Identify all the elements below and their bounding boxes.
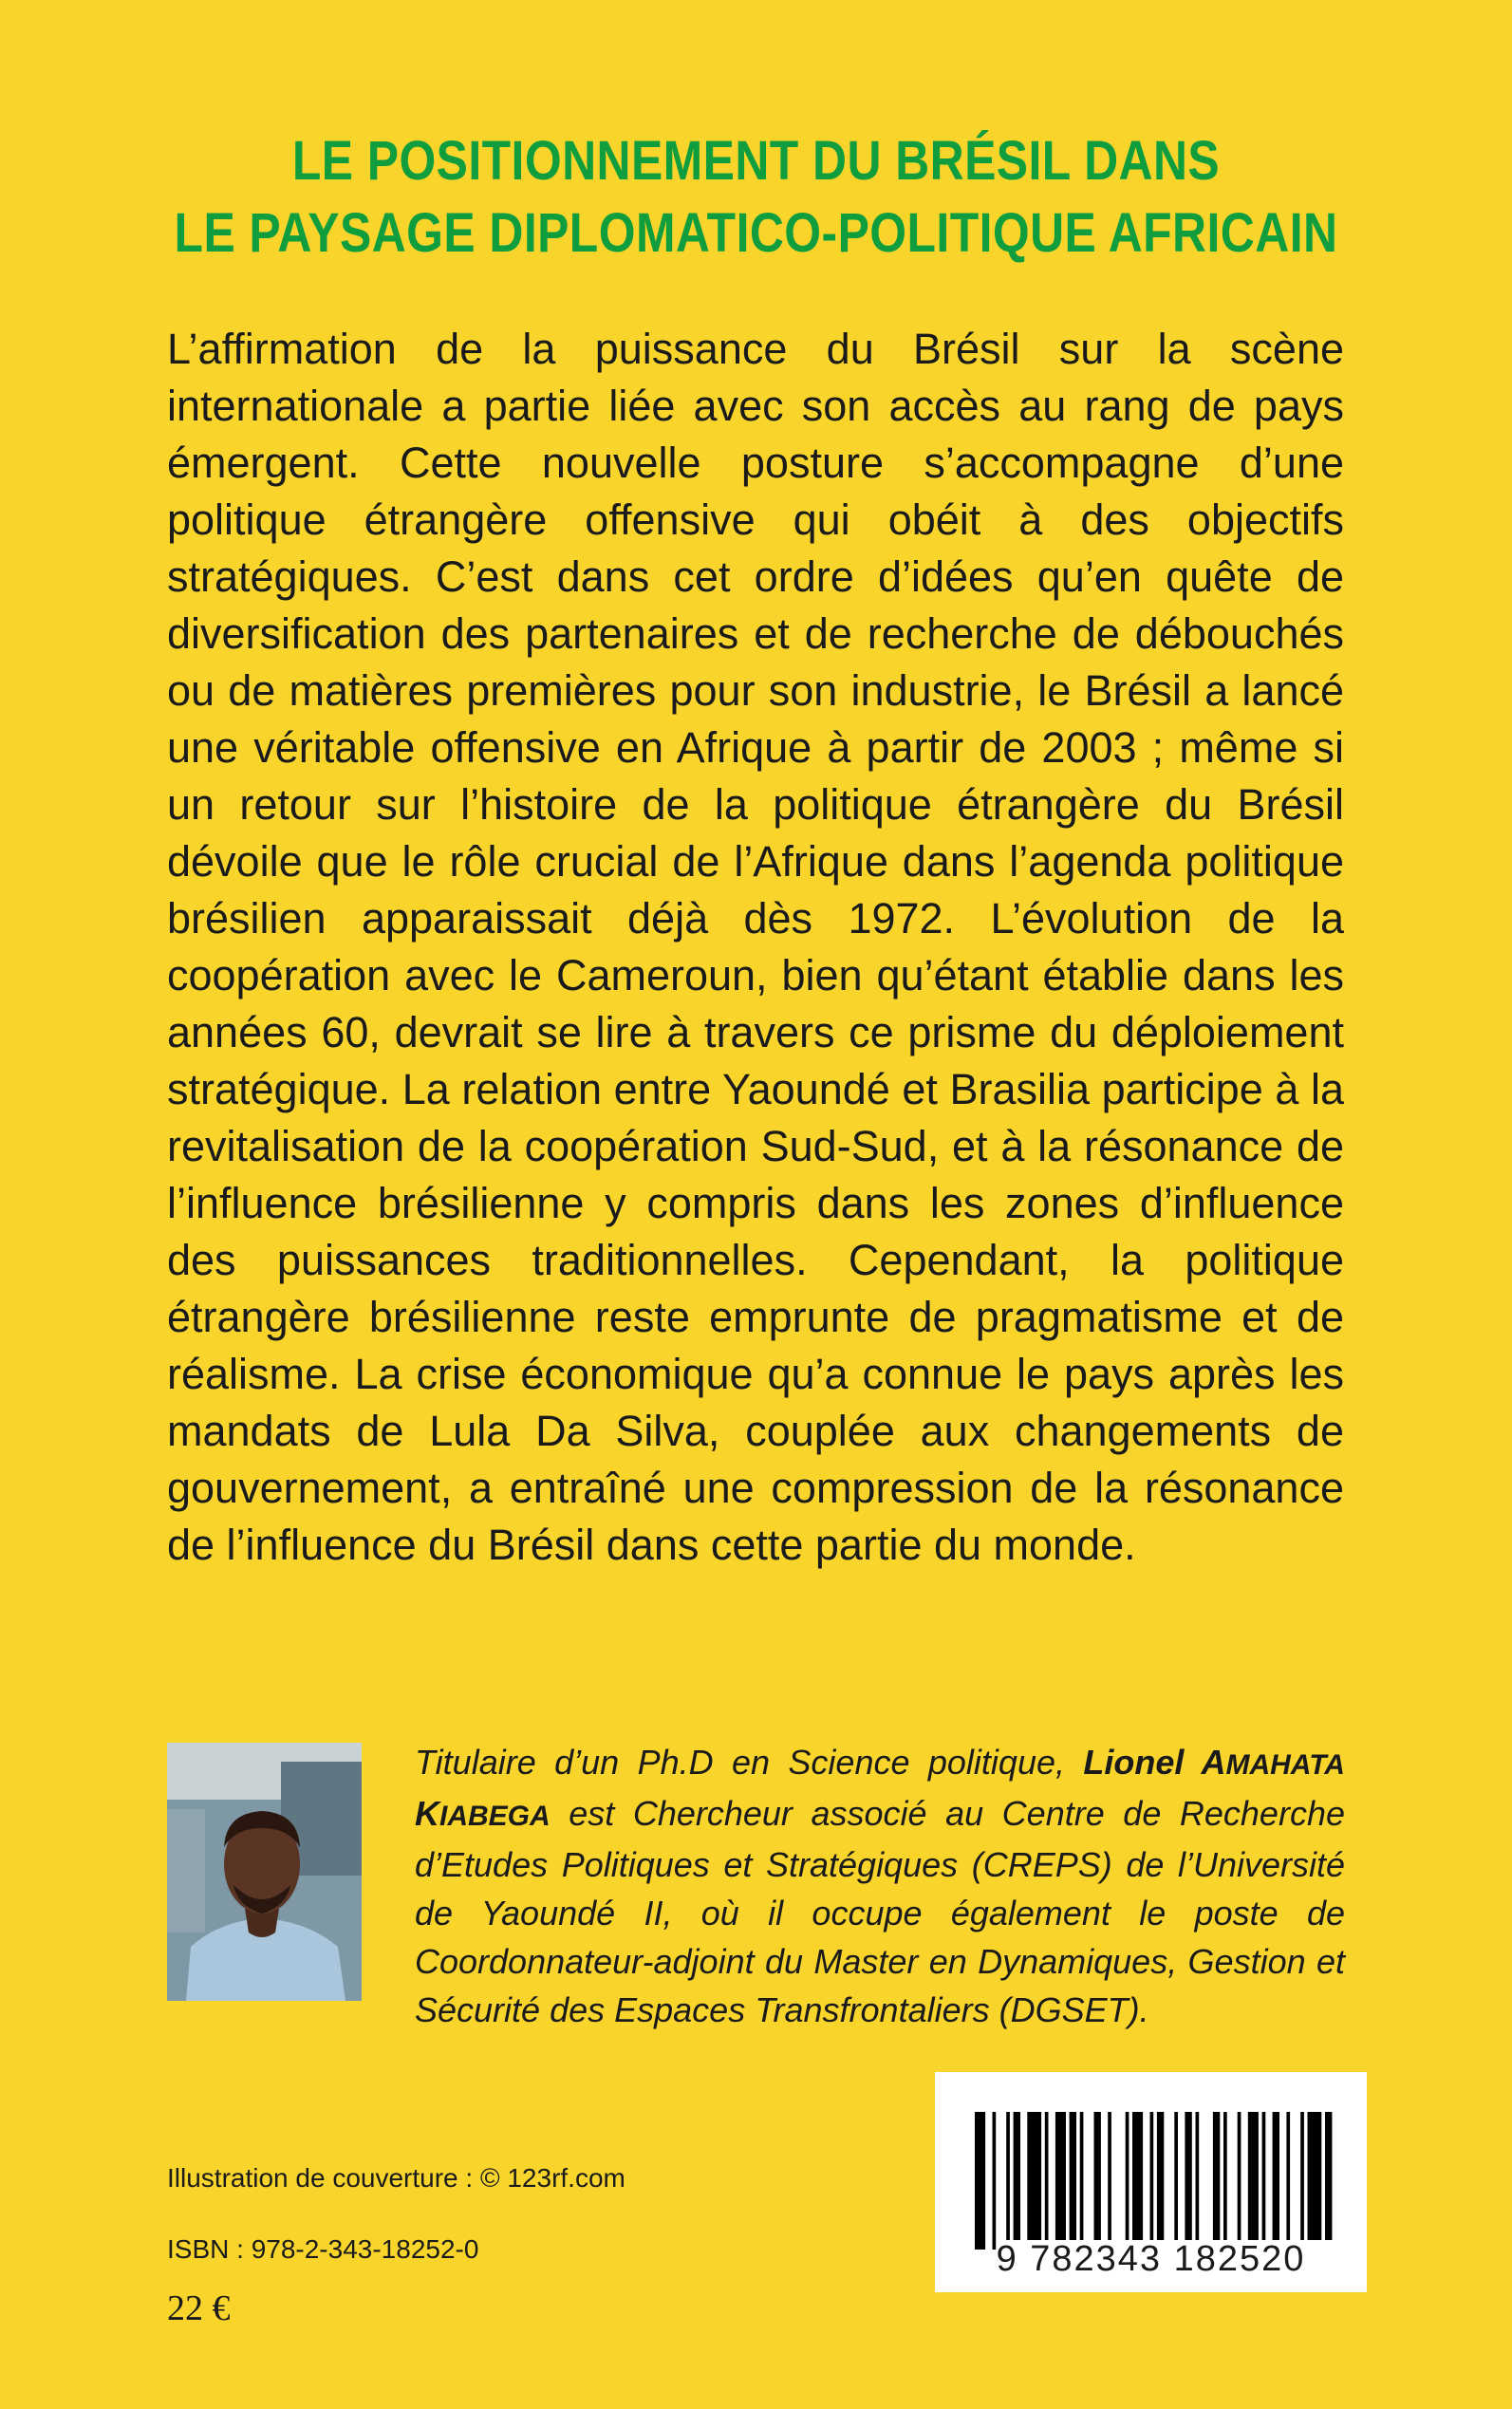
- barcode-bar: [1286, 2112, 1290, 2240]
- barcode-bar: [993, 2112, 997, 2250]
- title-line-1: LE POSITIONNEMENT DU BRÉSIL DANS: [291, 130, 1221, 192]
- barcode-bar: [1014, 2112, 1020, 2240]
- author-last-name-1-initial: A: [1201, 1743, 1226, 1782]
- barcode-bar: [1308, 2112, 1322, 2240]
- barcode-bar: [1325, 2112, 1332, 2240]
- barcode-bar: [1045, 2112, 1049, 2240]
- barcode-bar: [1132, 2112, 1143, 2240]
- bio-suffix: est Chercheur associé au Centre de Recherche d’Etudes Politiques et Stratégiques (CREPS) de l’Université de Yaoundé II, où il occupe également le poste de Coordonnateur-adjoint du Master en Dynamiques, Gestion et Sécurité des Espaces Transfrontaliers (DGSET).: [415, 1794, 1345, 2029]
- author-last-name-2-initial: K: [415, 1794, 439, 1833]
- barcode-bar: [1006, 2112, 1010, 2240]
- barcode-bar: [1300, 2112, 1304, 2240]
- barcode-bar: [1174, 2112, 1178, 2240]
- barcode-bar: [1238, 2112, 1241, 2240]
- bio-prefix: Titulaire d’un Ph.D en Science politique,: [415, 1743, 1065, 1782]
- barcode-bar: [1262, 2112, 1266, 2240]
- author-portrait-image: [167, 1743, 362, 2001]
- barcode-bar: [1080, 2112, 1084, 2240]
- barcode-bar: [1248, 2112, 1259, 2240]
- barcode-bar: [1213, 2112, 1220, 2240]
- barcode-bar: [1108, 2112, 1111, 2240]
- barcode-bar: [1185, 2112, 1191, 2240]
- price: 22 €: [167, 2288, 231, 2328]
- barcode-bar: [1223, 2112, 1227, 2240]
- barcode-bar: [1055, 2112, 1066, 2240]
- summary-text: L’affirmation de la puissance du Brésil sur la scène internationale a partie liée avec son accès au rang de pays émergent. Cette nouvelle posture s’accompagne d’une politique étrangère offensive qui obéit à des objectifs stratégiques. C’est dans cet ordre d’idées qu’en quête de diversification des partenaires et de recherche de débouchés ou de matières premières pour son industrie, le Brésil a lancé une véritable offensive en Afrique à partir de 2003 ; même si un retour sur l’histoire de la politique étrangère du Brésil dévoile que le rôle crucial de l’Afrique dans l’agenda politique brésilien apparaissait déjà dès 1972. L’évolution de la coopération avec le Cameroun, bien qu’étant établie dans les années 60, devrait se lire à travers ce prisme du déploiement stratégique. La relation entre Yaoundé et Brasilia participe à la revitalisation de la coopération Sud-Sud, et à la résonance de l’influence brésilienne y compris dans les zones d’influence des puissances traditionnelles. Cependant, la politique étrangère brésilienne reste emprunte de pragmatisme et de réalisme. La crise économique qu’a connue le pays après les mandats de Lula Da Silva, couplée aux changements de gouvernement, a entraîné une compression de la résonance de l’influence du Brésil dans cette partie du monde.: [167, 325, 1344, 1569]
- book-title: [106, 125, 1407, 270]
- author-last-name-2-rest: IABEGA: [439, 1801, 551, 1832]
- barcode-bar: [1126, 2112, 1129, 2240]
- barcode-bar: [1027, 2112, 1041, 2240]
- barcode-bar: [975, 2112, 985, 2250]
- barcode-number: 9 782343 182520: [996, 2239, 1306, 2279]
- title-line-2: LE PAYSAGE DIPLOMATICO-POLITIQUE AFRICAIN: [174, 202, 1338, 264]
- barcode-bar: [1094, 2112, 1101, 2240]
- barcode-bar: [1196, 2112, 1200, 2240]
- barcode-bar: [1150, 2112, 1154, 2240]
- barcode-bar: [1157, 2112, 1164, 2240]
- author-bio: [415, 1738, 1345, 2034]
- cover-credit: Illustration de couverture : © 123rf.com: [167, 2163, 625, 2193]
- isbn: ISBN : 978-2-343-18252-0: [167, 2234, 479, 2264]
- author-photo: [167, 1743, 362, 2001]
- author-last-name-1-rest: MAHATA: [1225, 1749, 1345, 1781]
- barcode-bar: [1070, 2112, 1076, 2240]
- author-first-name: Lionel: [1083, 1743, 1185, 1782]
- barcode: [935, 2072, 1367, 2292]
- barcode-bar: [1273, 2112, 1279, 2240]
